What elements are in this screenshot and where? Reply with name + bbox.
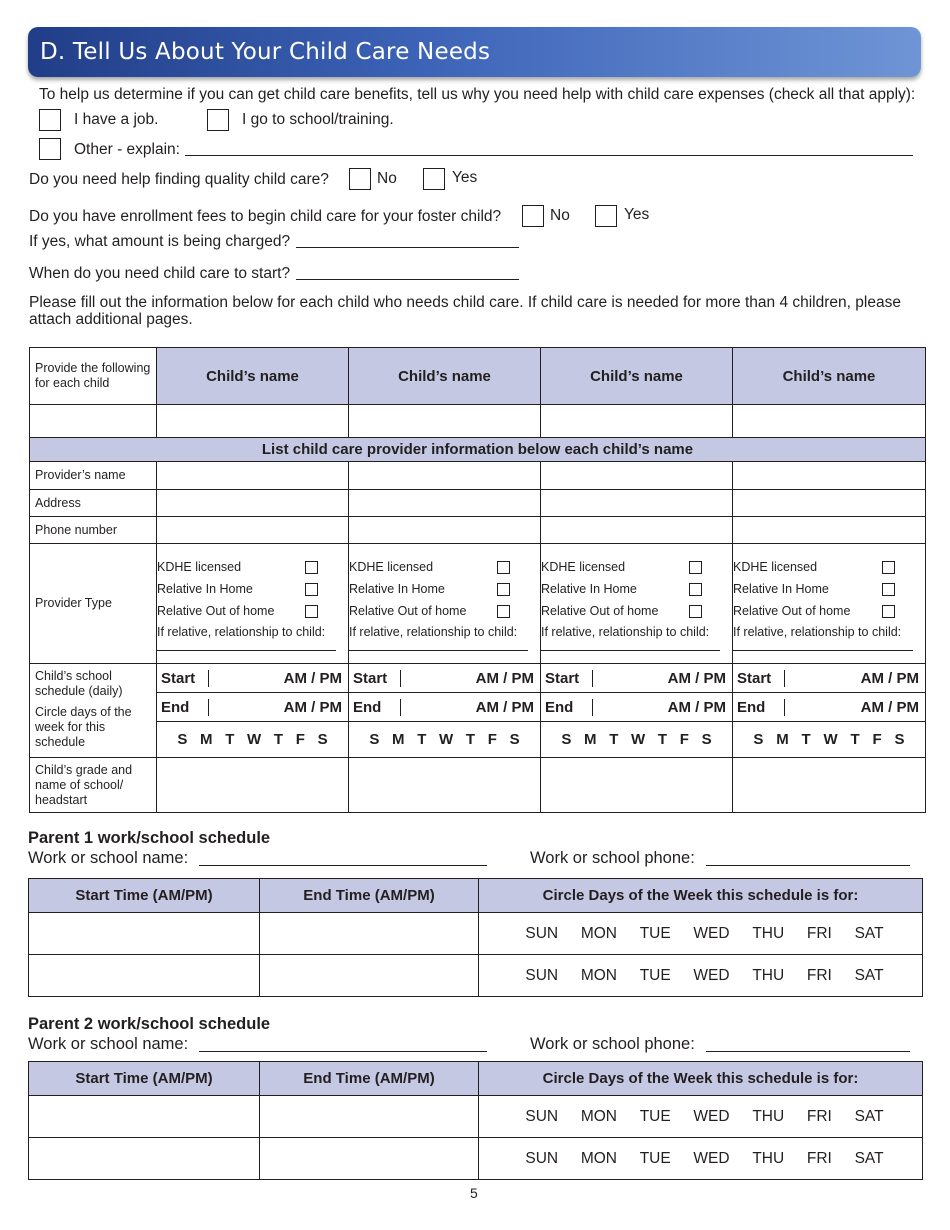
start-time-cell[interactable]	[349, 664, 541, 693]
start-time-cell[interactable]	[541, 664, 733, 693]
relationship-label: If relative, relationship to child:	[541, 625, 710, 639]
day-option[interactable]: W	[631, 731, 646, 748]
day-option[interactable]: M	[584, 731, 597, 748]
end-time-field[interactable]	[260, 913, 479, 955]
school-checkbox[interactable]	[207, 109, 229, 131]
fees-no-checkbox[interactable]	[522, 205, 544, 227]
day-option[interactable]: S	[561, 731, 572, 748]
relationship-label: If relative, relationship to child:	[733, 625, 902, 639]
address-field[interactable]	[541, 490, 733, 517]
child-name-field[interactable]	[541, 405, 733, 438]
end-label: End	[157, 699, 209, 716]
day-option[interactable]: T	[801, 731, 811, 748]
end-time-field[interactable]	[260, 955, 479, 997]
start-question: When do you need child care to start?	[29, 265, 291, 282]
start-label: Start	[157, 670, 209, 687]
kdhe-label: KDHE licensed	[733, 560, 818, 574]
phone-field[interactable]	[157, 517, 349, 544]
weekday-option[interactable]: FRI	[806, 966, 832, 984]
weekday-option[interactable]: WED	[693, 1107, 730, 1125]
kdhe-checkbox[interactable]	[305, 561, 318, 574]
day-option[interactable]: S	[894, 731, 905, 748]
day-option[interactable]: S	[701, 731, 712, 748]
day-option[interactable]: W	[247, 731, 262, 748]
child-name-header: Child’s name	[349, 348, 541, 405]
days-cell	[157, 722, 349, 758]
provider-type-label: Provider Type	[30, 544, 157, 664]
circle-days-header: Circle Days of the Week this schedule is for:	[479, 879, 923, 913]
end-time-cell[interactable]	[733, 693, 926, 722]
kdhe-checkbox[interactable]	[882, 561, 895, 574]
relative-in-home-checkbox[interactable]	[497, 583, 510, 596]
day-option[interactable]: T	[225, 731, 235, 748]
other-checkbox[interactable]	[39, 138, 61, 160]
ampm-label[interactable]: AM / PM	[283, 669, 342, 687]
other-explain-field[interactable]	[185, 155, 913, 156]
ampm-label[interactable]: AM / PM	[667, 698, 726, 716]
end-label: End	[733, 699, 785, 716]
parent2-work-name-label: Work or school name:	[28, 1035, 189, 1053]
address-field[interactable]	[349, 490, 541, 517]
section-title: D. Tell Us About Your Child Care Needs	[28, 27, 921, 77]
ampm-label[interactable]: AM / PM	[475, 698, 534, 716]
day-option[interactable]: S	[509, 731, 520, 748]
weekday-option[interactable]: MON	[580, 924, 617, 942]
kdhe-checkbox[interactable]	[689, 561, 702, 574]
start-time-field[interactable]	[29, 1138, 260, 1180]
relative-out-home-label: Relative Out of home	[157, 604, 275, 618]
days-cell	[733, 722, 926, 758]
parent1-work-name-label: Work or school name:	[28, 849, 189, 867]
kdhe-label: KDHE licensed	[157, 560, 242, 574]
ampm-label[interactable]: AM / PM	[667, 669, 726, 687]
child-name-header: Child’s name	[541, 348, 733, 405]
end-time-cell[interactable]	[541, 693, 733, 722]
weekday-option[interactable]: WED	[693, 966, 730, 984]
weekday-option[interactable]: WED	[693, 1149, 730, 1167]
end-time-header: End Time (AM/PM)	[260, 879, 479, 913]
day-option[interactable]: S	[317, 731, 328, 748]
start-time-header: Start Time (AM/PM)	[29, 1062, 260, 1096]
child-name-field[interactable]	[157, 405, 349, 438]
other-label: Other - explain:	[74, 141, 180, 158]
relationship-label: If relative, relationship to child:	[157, 625, 326, 639]
weekday-option[interactable]: SUN	[525, 924, 559, 942]
fees-yes-checkbox[interactable]	[595, 205, 617, 227]
weekday-option[interactable]: FRI	[806, 1107, 832, 1125]
relative-in-home-label: Relative In Home	[349, 582, 445, 596]
child-name-header: Child’s name	[733, 348, 926, 405]
end-label: End	[349, 699, 401, 716]
parent2-work-phone-field[interactable]	[706, 1051, 910, 1052]
weekday-option[interactable]: THU	[752, 1107, 785, 1125]
quality-no-checkbox[interactable]	[349, 168, 371, 190]
weekday-option[interactable]: SAT	[854, 1107, 884, 1125]
kdhe-label: KDHE licensed	[541, 560, 626, 574]
quality-yes-label: Yes	[452, 169, 478, 186]
day-option[interactable]: S	[369, 731, 380, 748]
weekday-cell	[479, 913, 923, 955]
relative-in-home-label: Relative In Home	[733, 582, 829, 596]
weekday-option[interactable]: SAT	[854, 1149, 884, 1167]
parent2-title: Parent 2 work/school schedule	[28, 1015, 271, 1033]
weekday-cell	[479, 955, 923, 997]
quality-no-label: No	[377, 170, 397, 187]
weekday-option[interactable]: FRI	[806, 924, 832, 942]
weekday-option[interactable]: SUN	[525, 1149, 559, 1167]
parent1-work-phone-field[interactable]	[706, 865, 910, 866]
start-time-cell[interactable]	[157, 664, 349, 693]
parent1-work-name-field[interactable]	[199, 865, 487, 866]
grade-field[interactable]	[157, 758, 349, 813]
provider-type-cell	[541, 544, 733, 664]
address-field[interactable]	[157, 490, 349, 517]
weekday-option[interactable]: TUE	[639, 966, 671, 984]
weekday-option[interactable]: TUE	[639, 924, 671, 942]
day-option[interactable]: F	[679, 731, 689, 748]
quality-yes-checkbox[interactable]	[423, 168, 445, 190]
start-time-field[interactable]	[29, 1096, 260, 1138]
job-checkbox[interactable]	[39, 109, 61, 131]
weekday-option[interactable]: TUE	[639, 1149, 671, 1167]
day-option[interactable]: M	[776, 731, 789, 748]
relationship-field[interactable]	[733, 650, 913, 651]
day-option[interactable]: W	[439, 731, 454, 748]
child-name-field[interactable]	[349, 405, 541, 438]
start-time-header: Start Time (AM/PM)	[29, 879, 260, 913]
relationship-field[interactable]	[349, 650, 528, 651]
provide-label: Provide the following for each child	[30, 348, 157, 405]
day-option[interactable]: S	[753, 731, 764, 748]
end-time-cell[interactable]	[157, 693, 349, 722]
relative-in-home-checkbox[interactable]	[882, 583, 895, 596]
relationship-label: If relative, relationship to child:	[349, 625, 518, 639]
relative-in-home-checkbox[interactable]	[689, 583, 702, 596]
child-name-field[interactable]	[733, 405, 926, 438]
weekday-option[interactable]: THU	[752, 924, 785, 942]
child-name-header: Child’s name	[157, 348, 349, 405]
start-time-field[interactable]	[29, 955, 260, 997]
start-time-cell[interactable]	[733, 664, 926, 693]
weekday-option[interactable]: SUN	[525, 1107, 559, 1125]
circle-days-text: Circle days of the week for this schedule	[35, 705, 132, 749]
address-label: Address	[30, 490, 157, 517]
weekday-option[interactable]: SAT	[854, 966, 884, 984]
relative-out-home-checkbox[interactable]	[882, 605, 895, 618]
weekday-option[interactable]: SAT	[854, 924, 884, 942]
blank-cell	[30, 405, 157, 438]
day-option[interactable]: T	[850, 731, 860, 748]
day-option[interactable]: F	[487, 731, 497, 748]
day-option[interactable]: S	[177, 731, 188, 748]
relative-out-home-checkbox[interactable]	[689, 605, 702, 618]
parent1-schedule-table	[28, 878, 923, 997]
quality-question: Do you need help finding quality child care?	[29, 171, 329, 188]
grade-label: Child’s grade and name of school/ headstart	[30, 758, 157, 813]
relative-out-home-label: Relative Out of home	[349, 604, 467, 618]
fees-no-label: No	[550, 207, 570, 224]
weekday-option[interactable]: MON	[580, 966, 617, 984]
intro-text: To help us determine if you can get child care benefits, tell us why you need help with child care expenses (check all that apply):	[39, 86, 916, 103]
providers-name-label: Provider’s name	[30, 462, 157, 490]
weekday-option[interactable]: WED	[693, 924, 730, 942]
ampm-label[interactable]: AM / PM	[860, 669, 919, 687]
start-label: Start	[733, 670, 785, 687]
school-label: I go to school/training.	[242, 111, 394, 128]
provider-type-cell	[349, 544, 541, 664]
relative-in-home-label: Relative In Home	[541, 582, 637, 596]
start-time-field[interactable]	[29, 913, 260, 955]
start-label: Start	[349, 670, 401, 687]
page-number: 5	[470, 1185, 478, 1201]
day-option[interactable]: W	[823, 731, 838, 748]
weekday-option[interactable]: SUN	[525, 966, 559, 984]
relative-in-home-label: Relative In Home	[157, 582, 253, 596]
kdhe-label: KDHE licensed	[349, 560, 434, 574]
relative-out-home-label: Relative Out of home	[733, 604, 851, 618]
end-time-cell[interactable]	[349, 693, 541, 722]
end-time-field[interactable]	[260, 1096, 479, 1138]
instructions-text: Please fill out the information below for each child who needs child care. If child care is needed for more than 4 children, please attach additional pages.	[29, 294, 901, 328]
start-label: Start	[541, 670, 593, 687]
day-option[interactable]: T	[417, 731, 427, 748]
parent2-schedule-table	[28, 1061, 923, 1180]
weekday-option[interactable]: THU	[752, 1149, 785, 1167]
kdhe-checkbox[interactable]	[497, 561, 510, 574]
relationship-field[interactable]	[541, 650, 720, 651]
fees-question: Do you have enrollment fees to begin child care for your foster child?	[29, 208, 502, 225]
end-label: End	[541, 699, 593, 716]
days-cell	[349, 722, 541, 758]
day-option[interactable]: F	[295, 731, 305, 748]
address-field[interactable]	[733, 490, 926, 517]
day-option[interactable]: T	[273, 731, 284, 748]
weekday-cell	[479, 1138, 923, 1180]
fees-yes-label: Yes	[624, 206, 650, 223]
provider-name-field[interactable]	[733, 462, 926, 490]
parent1-work-phone-label: Work or school phone:	[530, 849, 695, 867]
day-option[interactable]: T	[465, 731, 476, 748]
day-option[interactable]: T	[657, 731, 668, 748]
relative-in-home-checkbox[interactable]	[305, 583, 318, 596]
weekday-option[interactable]: FRI	[806, 1149, 832, 1167]
weekday-option[interactable]: THU	[752, 966, 785, 984]
day-option[interactable]: F	[872, 731, 882, 748]
provider-name-field[interactable]	[157, 462, 349, 490]
relative-out-home-checkbox[interactable]	[497, 605, 510, 618]
relationship-field[interactable]	[157, 650, 336, 651]
day-option[interactable]: T	[609, 731, 619, 748]
day-option[interactable]: M	[392, 731, 405, 748]
end-time-header: End Time (AM/PM)	[260, 1062, 479, 1096]
provider-name-field[interactable]	[541, 462, 733, 490]
relative-out-home-label: Relative Out of home	[541, 604, 659, 618]
relative-out-home-checkbox[interactable]	[305, 605, 318, 618]
grade-field[interactable]	[733, 758, 926, 813]
provider-type-cell	[733, 544, 926, 664]
phone-field[interactable]	[541, 517, 733, 544]
weekday-option[interactable]: MON	[580, 1107, 617, 1125]
provider-info-bar: List child care provider information below each child’s name	[30, 438, 926, 462]
grade-field[interactable]	[541, 758, 733, 813]
parent2-work-name-field[interactable]	[199, 1051, 487, 1052]
school-schedule-text: Child’s school schedule (daily)	[35, 669, 123, 698]
start-date-field[interactable]	[296, 279, 519, 280]
parent2-work-phone-label: Work or school phone:	[530, 1035, 695, 1053]
weekday-option[interactable]: MON	[580, 1149, 617, 1167]
amount-question: If yes, what amount is being charged?	[29, 233, 291, 250]
school-schedule-label	[30, 664, 157, 758]
provider-type-cell	[157, 544, 349, 664]
phone-field[interactable]	[733, 517, 926, 544]
provider-name-field[interactable]	[349, 462, 541, 490]
end-time-field[interactable]	[260, 1138, 479, 1180]
weekday-option[interactable]: TUE	[639, 1107, 671, 1125]
parent1-title: Parent 1 work/school schedule	[28, 829, 271, 847]
day-option[interactable]: M	[200, 731, 213, 748]
circle-days-header: Circle Days of the Week this schedule is for:	[479, 1062, 923, 1096]
children-table	[29, 347, 926, 813]
job-label: I have a job.	[74, 111, 159, 128]
grade-field[interactable]	[349, 758, 541, 813]
phone-field[interactable]	[349, 517, 541, 544]
weekday-cell	[479, 1096, 923, 1138]
ampm-label[interactable]: AM / PM	[860, 698, 919, 716]
phone-label: Phone number	[30, 517, 157, 544]
ampm-label[interactable]: AM / PM	[475, 669, 534, 687]
days-cell	[541, 722, 733, 758]
amount-field[interactable]	[296, 247, 519, 248]
ampm-label[interactable]: AM / PM	[283, 698, 342, 716]
